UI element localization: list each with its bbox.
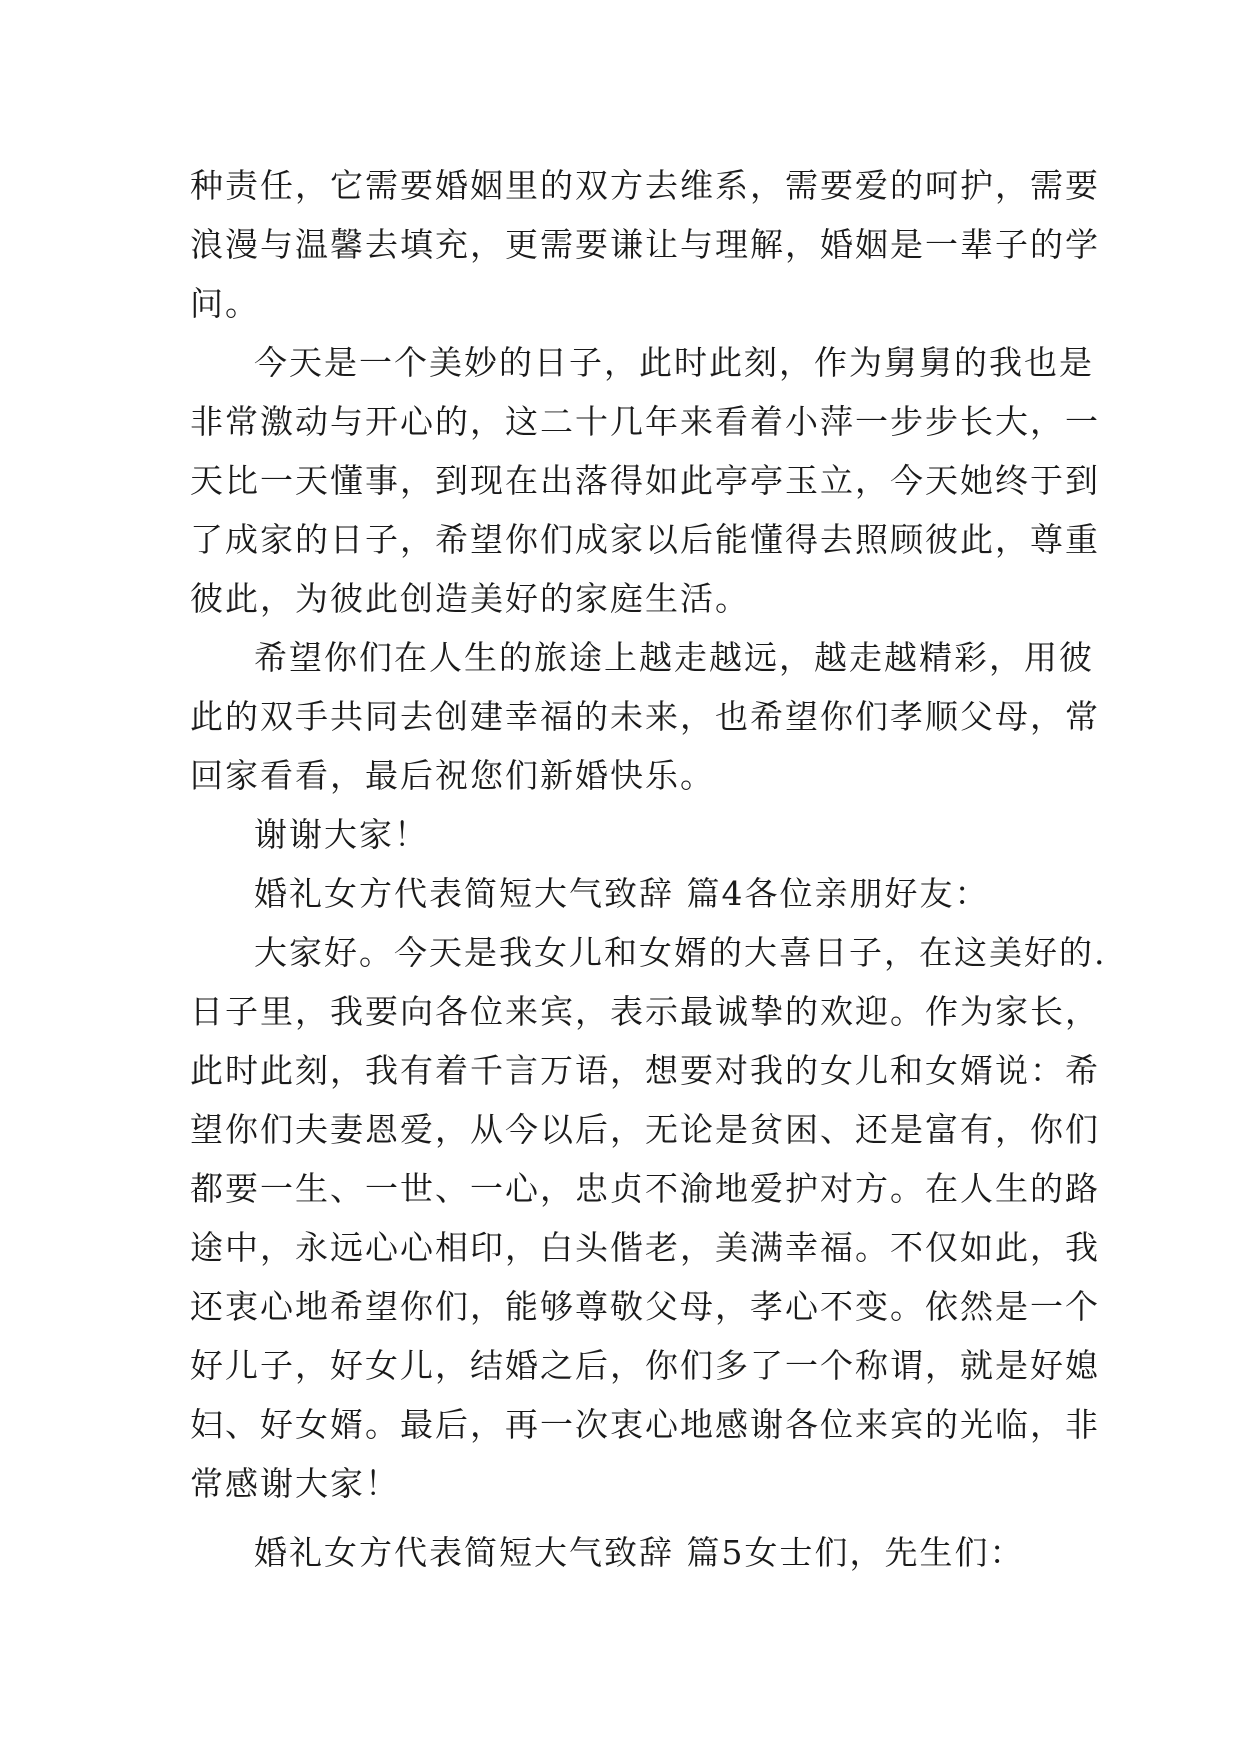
text-line: 望你们夫妻恩爱，从今以后，无论是贫困、还是富有，你们 <box>190 1110 1100 1149</box>
text-line: 此时此刻，我有着千言万语，想要对我的女儿和女婿说：希 <box>190 1051 1100 1090</box>
paragraph-start: 谢谢大家！ <box>254 815 429 854</box>
text-line: 问。 <box>190 284 260 323</box>
paragraph-start: 今天是一个美妙的日子，此时此刻，作为舅舅的我也是 <box>254 343 1094 382</box>
text-line: 日子里，我要向各位来宾，表示最诚挚的欢迎。作为家长， <box>190 992 1100 1031</box>
text-line: 彼此，为彼此创造美好的家庭生活。 <box>190 579 750 618</box>
paragraph-start: 大家好。今天是我女儿和女婿的大喜日子，在这美好的. <box>254 933 1107 972</box>
text-line: 妇、好女婿。最后，再一次衷心地感谢各位来宾的光临，非 <box>190 1405 1100 1444</box>
text-line: 常感谢大家！ <box>190 1464 400 1503</box>
text-line: 了成家的日子，希望你们成家以后能懂得去照顾彼此，尊重 <box>190 520 1100 559</box>
text-line: 都要一生、一世、一心，忠贞不渝地爱护对方。在人生的路 <box>190 1169 1100 1208</box>
paragraph-start: 希望你们在人生的旅途上越走越远，越走越精彩，用彼 <box>254 638 1094 677</box>
section-heading: 婚礼女方代表简短大气致辞 篇4各位亲朋好友： <box>254 874 990 913</box>
text-line: 好儿子，好女儿，结婚之后，你们多了一个称谓，就是好媳 <box>190 1346 1100 1385</box>
text-line: 途中，永远心心相印，白头偕老，美满幸福。不仅如此，我 <box>190 1228 1100 1267</box>
text-line: 回家看看，最后祝您们新婚快乐。 <box>190 756 715 795</box>
text-line: 此的双手共同去创建幸福的未来，也希望你们孝顺父母，常 <box>190 697 1100 736</box>
text-line: 天比一天懂事，到现在出落得如此亭亭玉立，今天她终于到 <box>190 461 1100 500</box>
section-heading: 婚礼女方代表简短大气致辞 篇5女士们，先生们： <box>254 1533 1025 1572</box>
text-line: 非常激动与开心的，这二十几年来看着小萍一步步长大，一 <box>190 402 1100 441</box>
text-line: 还衷心地希望你们，能够尊敬父母，孝心不变。依然是一个 <box>190 1287 1100 1326</box>
text-line: 种责任，它需要婚姻里的双方去维系，需要爱的呵护，需要 <box>190 166 1100 205</box>
text-line: 浪漫与温馨去填充，更需要谦让与理解，婚姻是一辈子的学 <box>190 225 1100 264</box>
